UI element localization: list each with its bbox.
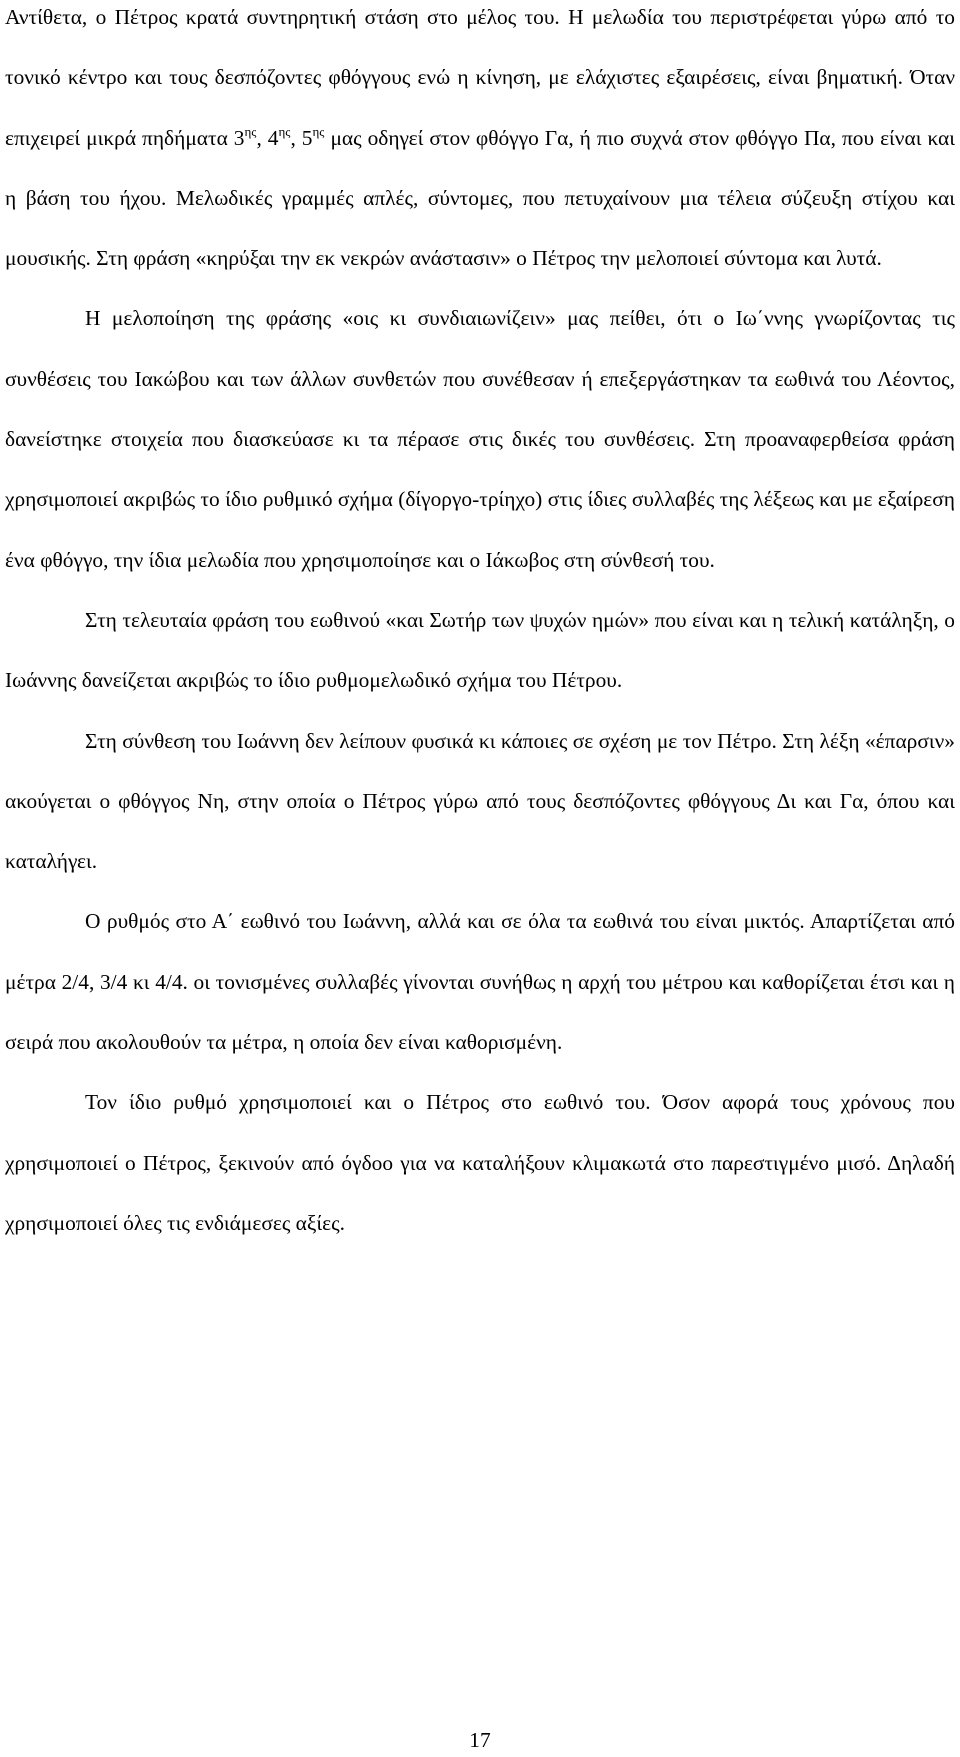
paragraph [5,1072,955,1253]
paragraph-text: , 5 [290,125,313,150]
paragraph-text: Στη σύνθεση του Ιωάννη δεν λείπουν φυσικά κι κάποιες σε σχέση με τον Πέτρο. Στη λέξη «έπαρσιν» ακούγεται ο φθόγγος Νη, στην οποία ο Πέτρος γύρω από τους δεσπόζοντες φθόγγους Δι και Γα, όπου και καταλήγει. [5,728,955,874]
paragraph [5,590,955,711]
paragraph [5,0,955,288]
ordinal-superscript: ης [244,123,257,139]
paragraph-text: Η μελοποίηση της φράσης «οις κι συνδιαιωνίζειν» μας πείθει, ότι ο Ιω΄ννης γνωρίζοντας τις συνθέσεις του Ιακώβου και των άλλων συνθετών που συνέθεσαν ή επεξεργάστηκαν τα εωθινά του Λέοντος, δανείστηκε στοιχεία που διασκεύασε κι τα πέρασε στις δικές του συνθέσεις. Στη προαναφερθείσα φράση χρησιμοποιεί ακριβώς το ίδιο ρυθμικό σχήμα (δίγοργο-τρίηχο) στις ίδιες συλλαβές της λέξεως και με εξαίρεση ένα φθόγγο, την ίδια μελωδία που χρησιμοποίησε και ο Ιάκωβος στη σύνθεσή του. [5,306,955,572]
paragraph [5,288,955,589]
paragraph [5,711,955,892]
document-body [5,0,955,1253]
paragraph-text: Ο ρυθμός στο Α΄ εωθινό του Ιωάννη, αλλά και σε όλα τα εωθινά του είναι μικτός. Απαρτίζεται από μέτρα 2/4, 3/4 κι 4/4. οι τονισμένες συλλαβές γίνονται συνήθως η αρχή του μέτρου και καθορίζεται έτσι και η σειρά που ακολουθούν τα μέτρα, η οποία δεν είναι καθορισμένη. [5,909,955,1055]
paragraph-text: Στη τελευταία φράση του εωθινού «και Σωτήρ των ψυχών ημών» που είναι και η τελική κατάληξη, ο Ιωάννης δανείζεται ακριβώς το ίδιο ρυθμομελωδικό σχήμα του Πέτρου. [5,607,955,693]
paragraph-text: μας οδηγεί στον φθόγγο Γα, ή πιο συχνά στον φθόγγο Πα, που είναι και η βάση του ήχου. Μελωδικές γραμμές απλές, σύντομες, που πετυχαίνουν μια τέλεια σύζευξη στίχου και μουσικής. Στη φράση «κηρύξαι την εκ νεκρών ανάστασιν» ο Πέτρος την μελοποιεί σύντομα και λυτά. [5,125,955,271]
ordinal-superscript: ης [312,123,325,139]
paragraph [5,891,955,1072]
paragraph-text: , 4 [256,125,279,150]
paragraph-text: Τον ίδιο ρυθμό χρησιμοποιεί και ο Πέτρος στο εωθινό του. Όσον αφορά τους χρόνους που χρησιμοποιεί ο Πέτρος, ξεκινούν από όγδοο για να καταλήξουν κλιμακωτά στο παρεστιγμένο μισό. Δηλαδή χρησιμοποιεί όλες τις ενδιάμεσες αξίες. [5,1090,955,1235]
ordinal-superscript: ης [278,123,291,139]
page-number: 17 [469,1728,491,1752]
paragraph-text: Αντίθετα, ο Πέτρος κρατά συντηρητική στάση στο μέλος του. Η μελωδία του περιστρέφεται γύρω από το τονικό κέντρο και τους δεσπόζοντες φθόγγους ενώ η κίνηση, με ελάχιστες εξαιρέσεις, είναι βηματική. Όταν επιχειρεί μικρά πηδήματα 3 [5,5,955,150]
